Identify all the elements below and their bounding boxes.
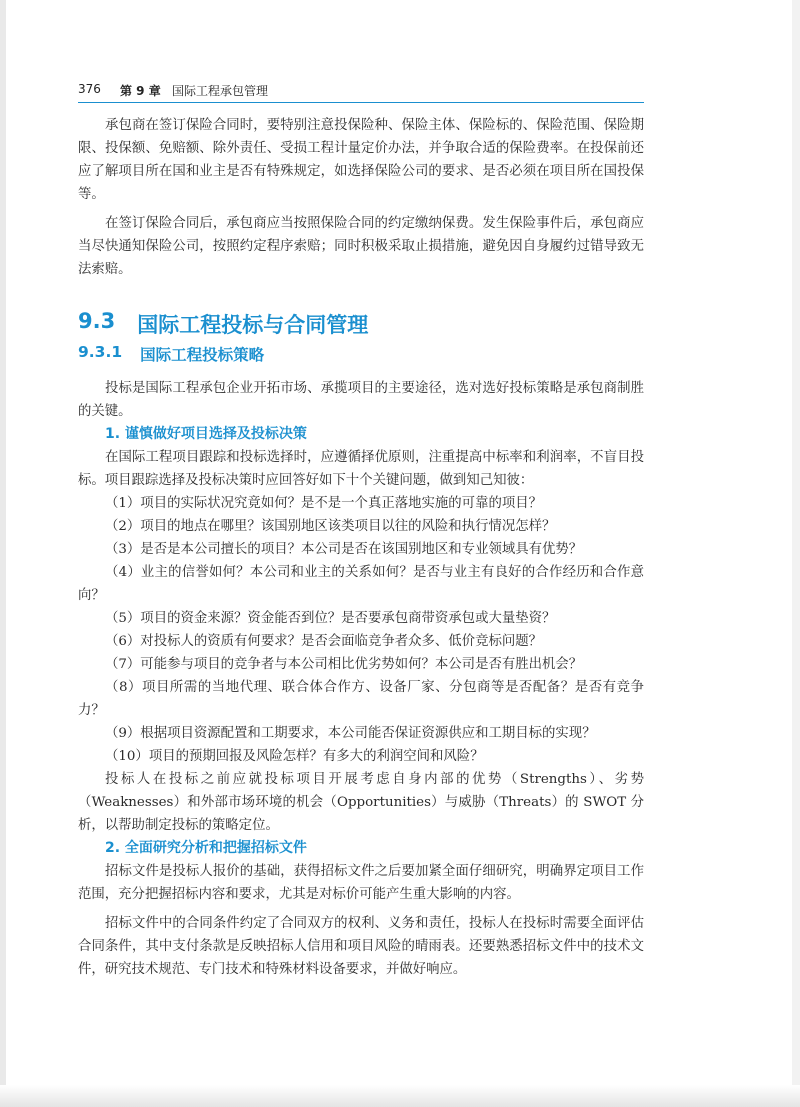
- body-paragraph: 在签订保险合同后，承包商应当按照保险合同的约定缴纳保费。发生保险事件后，承包商应当尽快通知保险公司，按照约定程序索赔；同时积极采取止损措施，避免因自身履约过错导致无法索赔。: [78, 216, 644, 277]
- page-number: 376: [78, 82, 101, 96]
- scan-edge-left: [0, 0, 6, 1107]
- question-item: （10）项目的预期回报及风险怎样？有多大的利润空间和风险？: [105, 749, 484, 764]
- subsection-title: 国际工程投标策略: [140, 346, 265, 364]
- item-heading-1: 1. 谨慎做好项目选择及投标决策: [105, 426, 307, 442]
- subsection-number: 9.3.1: [78, 343, 123, 361]
- section-number: 9.3: [78, 309, 116, 333]
- question-item: （8）项目所需的当地代理、联合体合作方、设备厂家、分包商等是否配备？是否有竞争力？: [78, 680, 644, 718]
- question-item: （1）项目的实际状况究竟如何？是不是一个真正落地实施的可靠的项目？: [105, 496, 543, 511]
- page-body: [78, 114, 644, 981]
- body-paragraph: 招标文件是投标人报价的基础，获得招标文件之后要加紧全面仔细研究，明确界定项目工作范围，充分把握招标内容和要求，尤其是对标价可能产生重大影响的内容。: [78, 864, 644, 902]
- body-paragraph: 投标人在投标之前应就投标项目开展考虑自身内部的优势（Strengths）、劣势（Weaknesses）和外部市场环境的机会（Opportunities）与威胁（Threats）的 SWOT 分析，以帮助制定投标的策略定位。: [78, 772, 644, 833]
- question-item: （2）项目的地点在哪里？该国别地区该类项目以往的风险和执行情况怎样？: [105, 519, 556, 534]
- section-title: 国际工程投标与合同管理: [137, 313, 369, 337]
- running-header: [78, 80, 644, 103]
- body-paragraph: 招标文件中的合同条件约定了合同双方的权利、义务和责任，投标人在投标时需要全面评估合同条件，其中支付条款是反映招标人信用和项目风险的晴雨表。还要熟悉招标文件中的技术文件，研究技术规范、专门技术和特殊材料设备要求，并做好响应。: [78, 916, 644, 977]
- question-item: （4）业主的信誉如何？本公司和业主的关系如何？是否与业主有良好的合作经历和合作意向？: [78, 565, 644, 603]
- subsection-heading: [78, 343, 644, 365]
- chapter-title: 国际工程承包管理: [172, 84, 269, 98]
- question-item: （6）对投标人的资质有何要求？是否会面临竞争者众多、低价竞标问题？: [105, 634, 543, 649]
- body-paragraph: 承包商在签订保险合同时，要特别注意投保险种、保险主体、保险标的、保险范围、保险期限、投保额、免赔额、除外责任、受损工程计量定价办法，并争取合适的保险费率。在投保前还应了解项目所在国和业主是否有特殊规定，如选择保险公司的要求、是否必须在项目所在国投保等。: [78, 118, 644, 202]
- body-paragraph: 在国际工程项目跟踪和投标选择时，应遵循择优原则，注重提高中标率和利润率，不盲目投标。项目跟踪选择及投标决策时应回答好如下十个关键问题，做到知己知彼：: [78, 450, 644, 488]
- question-item: （5）项目的资金来源？资金能否到位？是否要承包商带资承包或大量垫资？: [105, 611, 556, 626]
- scan-edge-bottom: [0, 1085, 800, 1107]
- question-item: （3）是否是本公司擅长的项目？本公司是否在该国别地区和专业领域具有优势？: [105, 542, 583, 557]
- question-item: （7）可能参与项目的竞争者与本公司相比优劣势如何？本公司是否有胜出机会？: [105, 657, 583, 672]
- body-paragraph: 投标是国际工程承包企业开拓市场、承揽项目的主要途径，选对选好投标策略是承包商制胜的关键。: [78, 381, 644, 419]
- item-heading-2: 2. 全面研究分析和把握招标文件: [105, 840, 307, 856]
- question-item: （9）根据项目资源配置和工期要求，本公司能否保证资源供应和工期目标的实现？: [105, 726, 596, 741]
- section-heading: [78, 309, 644, 339]
- scan-edge-right: [792, 0, 800, 1107]
- chapter-label: 第 9 章: [120, 84, 161, 98]
